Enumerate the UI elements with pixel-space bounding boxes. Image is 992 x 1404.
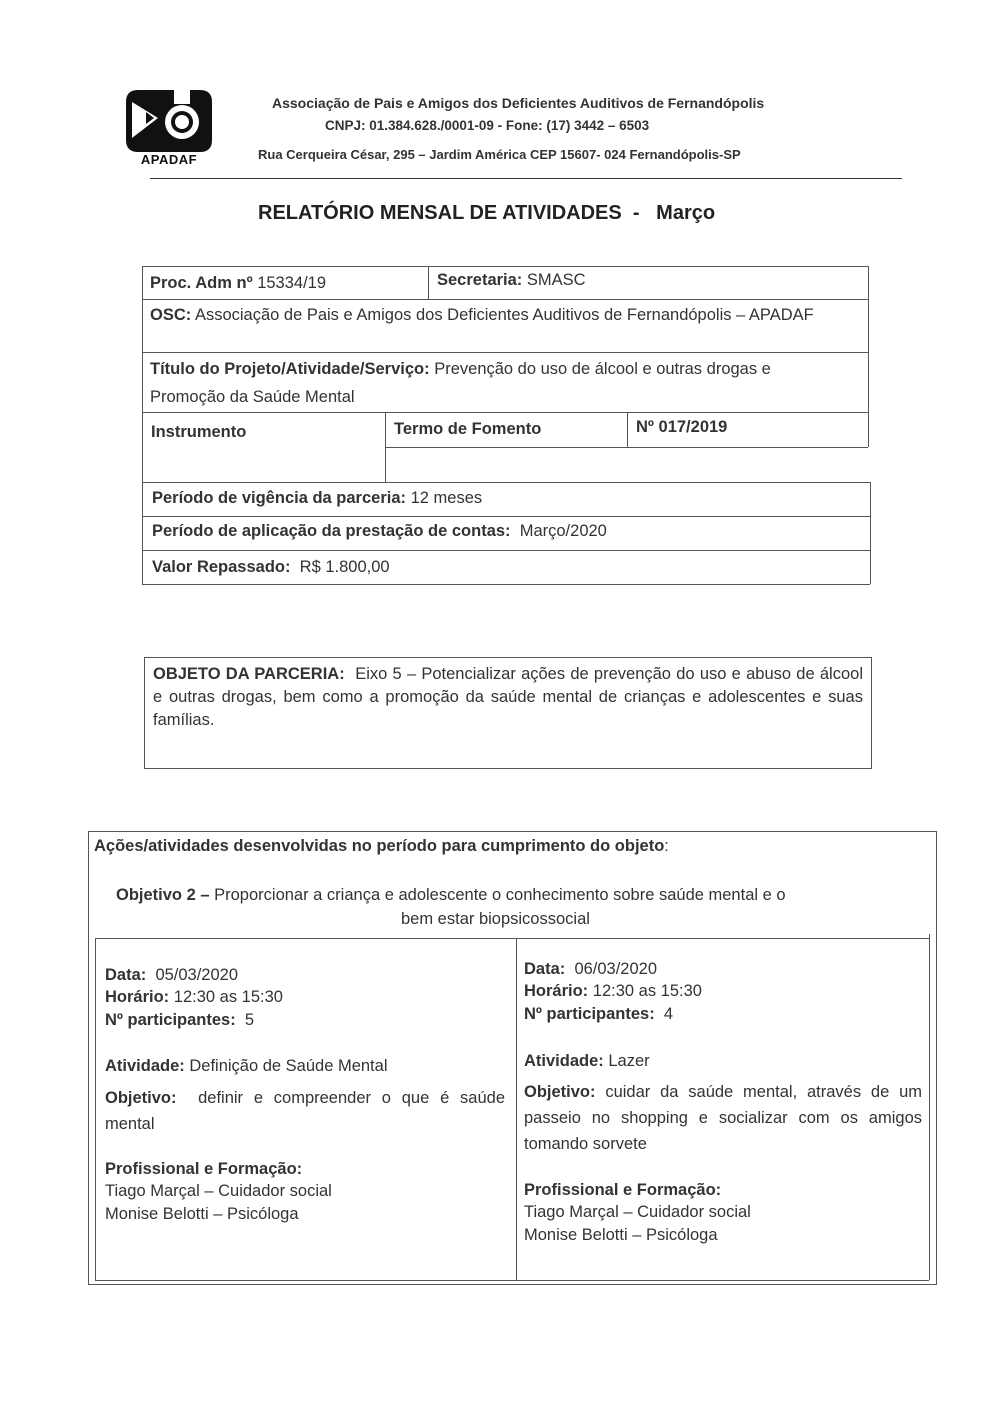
- table-line: [142, 482, 870, 483]
- table-line: [142, 299, 868, 300]
- grid-line: [95, 1280, 929, 1281]
- table-line: [142, 412, 868, 413]
- table-line: [142, 266, 143, 584]
- activity-date: [105, 963, 238, 987]
- activity-objective: [524, 1079, 922, 1157]
- table-line: [142, 550, 870, 551]
- titulo-label: Título do Projeto/Atividade/Serviço:: [150, 360, 430, 378]
- grid-line: [929, 934, 930, 1280]
- grid-line: [95, 938, 96, 1280]
- aplicacao-value: Março/2020: [519, 522, 607, 540]
- proc-label: Proc. Adm nº: [150, 274, 253, 292]
- acoes-heading: [94, 834, 669, 858]
- table-line: [428, 266, 429, 299]
- grid-line: [95, 938, 929, 939]
- secretaria-value: SMASC: [526, 271, 586, 289]
- activity-value: Definição de Saúde Mental: [189, 1057, 388, 1075]
- time-value: 12:30 as 15:30: [592, 982, 702, 1000]
- professional-label: Profissional e Formação:: [105, 1160, 303, 1178]
- professional-2: Monise Belotti – Psicóloga: [105, 1205, 299, 1223]
- participants-value: 5: [244, 1011, 255, 1029]
- osc-value: Associação de Pais e Amigos dos Deficientes Auditivos de Fernandópolis – APADAF: [194, 306, 814, 324]
- org-address: Rua Cerqueira César, 295 – Jardim América CEP 15607- 024 Fernandópolis-SP: [258, 147, 741, 162]
- professional-label: Profissional e Formação:: [524, 1181, 722, 1199]
- aplicacao-label: Período de aplicação da prestação de contas:: [152, 522, 511, 540]
- date-value: 05/03/2020: [155, 966, 239, 984]
- activity-value: Lazer: [608, 1052, 650, 1070]
- activity-objective: [105, 1085, 505, 1137]
- acoes-objetivo-text-1: Proporcionar a criança e adolescente o conhecimento sobre saúde mental e o: [214, 886, 786, 904]
- activity-participants: [524, 1002, 673, 1026]
- secretaria: [437, 268, 586, 292]
- titulo-projeto: [150, 355, 850, 411]
- acoes-objetivo-label: Objetivo 2 –: [116, 886, 210, 904]
- acoes-heading-text: Ações/atividades desenvolvidas no período para cumprimento do objeto: [94, 837, 665, 855]
- time-label: Horário:: [524, 982, 589, 1000]
- table-line: [870, 482, 871, 584]
- objective-label: Objetivo:: [524, 1083, 596, 1101]
- activity-participants: [105, 1008, 254, 1032]
- osc: [150, 303, 866, 327]
- objeto-text: Eixo 5 – Potencializar ações de prevenção do uso e abuso de álcool e outras drogas, bem como a promoção da saúde mental de crianças e adolescentes e suas famílias.: [153, 665, 863, 729]
- participants-label: Nº participantes:: [524, 1005, 655, 1023]
- objective-label: Objetivo:: [105, 1089, 177, 1107]
- header-divider: [150, 178, 902, 179]
- date-label: Data:: [524, 960, 566, 978]
- participants-value: 4: [663, 1005, 674, 1023]
- numero-termo: Nº 017/2019: [636, 418, 728, 436]
- professional-1: Tiago Marçal – Cuidador social: [524, 1203, 751, 1221]
- time-label: Horário:: [105, 988, 170, 1006]
- titulo-value: Prevenção do uso de álcool e outras drogas e Promoção da Saúde Mental: [150, 360, 771, 406]
- activity-label: Atividade:: [105, 1057, 185, 1075]
- table-line: [142, 584, 870, 585]
- table-line: [385, 412, 386, 482]
- date-value: 06/03/2020: [574, 960, 658, 978]
- secretaria-label: Secretaria:: [437, 271, 523, 289]
- professional-1: Tiago Marçal – Cuidador social: [105, 1182, 332, 1200]
- professional-2: Monise Belotti – Psicóloga: [524, 1226, 718, 1244]
- objective-value: definir e compreender o que é saúde mental: [105, 1089, 505, 1133]
- logo-text: APADAF: [140, 152, 198, 167]
- instrumento-label: Instrumento: [151, 423, 247, 441]
- valor-repassado: [152, 555, 390, 579]
- valor-label: Valor Repassado:: [152, 558, 291, 576]
- table-line: [868, 266, 869, 447]
- objeto-label: OBJETO DA PARCERIA:: [153, 665, 345, 683]
- termo-fomento-label: Termo de Fomento: [394, 420, 542, 438]
- date-label: Data:: [105, 966, 147, 984]
- valor-value: R$ 1.800,00: [299, 558, 390, 576]
- vigencia-value: 12 meses: [410, 489, 483, 507]
- activity-date: [524, 957, 657, 981]
- table-line: [142, 352, 868, 353]
- apadaf-logo: [124, 88, 214, 154]
- activity-time: [105, 985, 283, 1009]
- objeto-parceria: [153, 663, 863, 732]
- activity-time: [524, 979, 702, 1003]
- org-name: Associação de Pais e Amigos dos Deficientes Auditivos de Fernandópolis: [272, 95, 765, 111]
- report-title: RELATÓRIO MENSAL DE ATIVIDADES - Março: [258, 202, 716, 224]
- aplicacao: [152, 519, 607, 543]
- osc-label: OSC:: [150, 306, 192, 324]
- vigencia: [152, 486, 482, 510]
- grid-line: [516, 938, 517, 1280]
- activity-name: [524, 1049, 650, 1073]
- acoes-heading-colon: :: [664, 837, 669, 855]
- objective-value: cuidar da saúde mental, através de um passeio no shopping e socializar com os amigos tomando sorvete: [524, 1083, 922, 1153]
- table-line: [627, 412, 628, 447]
- participants-label: Nº participantes:: [105, 1011, 236, 1029]
- proc-value: 15334/19: [257, 274, 327, 292]
- proc-adm: [150, 271, 326, 295]
- time-value: 12:30 as 15:30: [173, 988, 283, 1006]
- activity-name: [105, 1054, 388, 1078]
- table-line: [142, 266, 868, 267]
- activity-label: Atividade:: [524, 1052, 604, 1070]
- table-line: [385, 447, 868, 448]
- acoes-objetivo-line1: [116, 883, 786, 907]
- vigencia-label: Período de vigência da parceria:: [152, 489, 407, 507]
- logo-mark-icon: [124, 88, 214, 154]
- acoes-objetivo-line2: bem estar biopsicossocial: [401, 910, 590, 928]
- table-line: [142, 516, 870, 517]
- org-cnpj: CNPJ: 01.384.628./0001-09 - Fone: (17) 3442 – 6503: [325, 118, 650, 133]
